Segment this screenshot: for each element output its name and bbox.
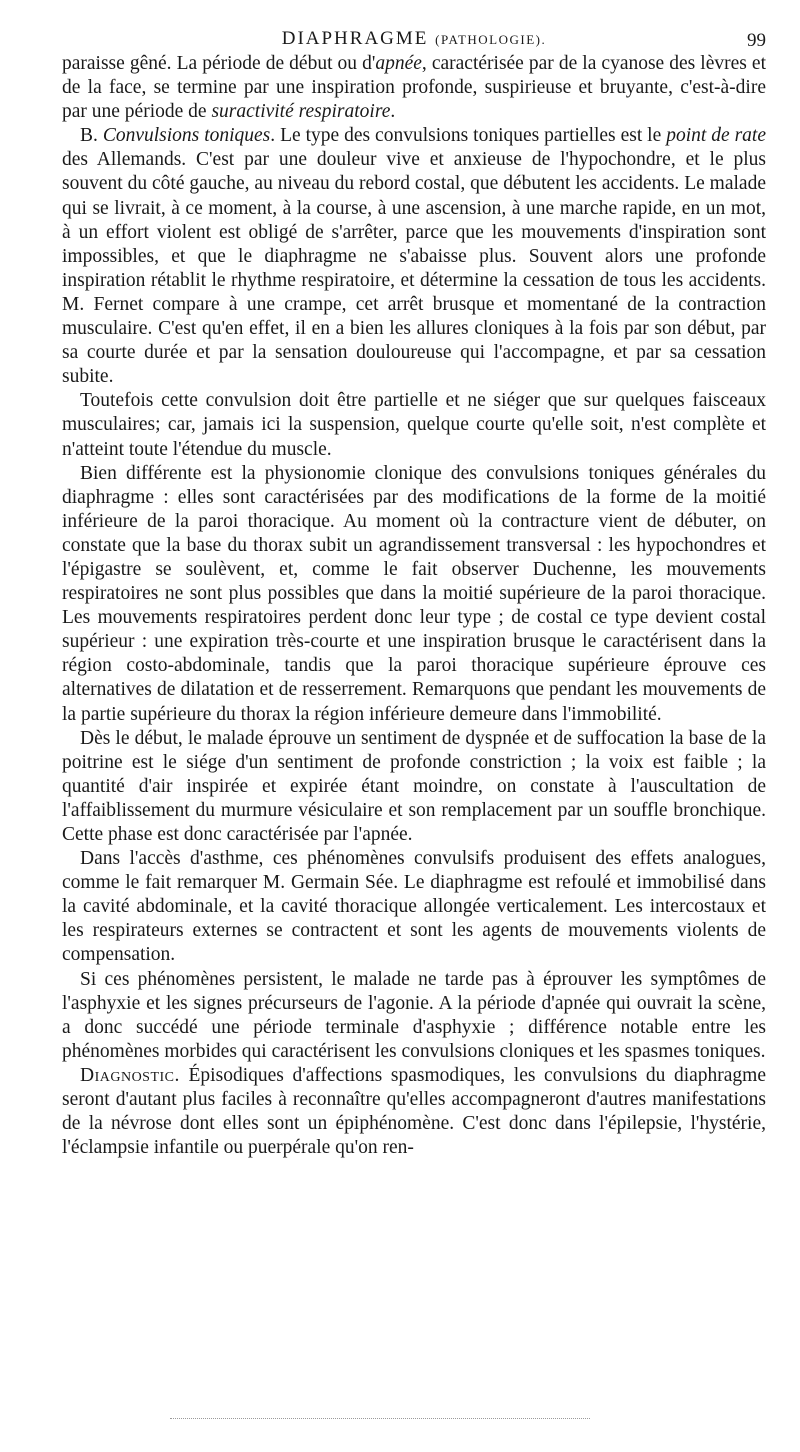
italic-text: suractivité respiratoire [211,101,391,123]
paragraph [62,389,766,461]
text-run: Épisodiques d'affections spasmodiques, les convulsions du diaphragme seront d'autant plus faciles à reconnaître qu'elles accompagneront d'autres manifestations de la névrose dont elles sont un épiphénomène. C'est donc dans l'épilepsie, l'hystérie, l'éclampsie infantile ou puerpérale qu'on ren- [62,1064,766,1159]
paragraph [62,968,766,1064]
document-page [62,22,766,1160]
paragraph [62,727,766,847]
section-heading: Diagnostic. [80,1064,180,1086]
italic-text: Convulsions toniques [102,125,271,147]
text-run: Toutefois cette convulsion doit être partielle et ne siéger que sur quelques faisceaux musculaires; car, jamais ici la suspension, quelque courte qu'elle soit, n'est complète et n'atteint toute l'étendue du muscle. [62,390,766,460]
text-run: . Le type des convulsions toniques partielles est le [270,125,667,147]
paragraph [62,124,766,389]
header-title: DIAPHRAGME [281,28,429,49]
header-subtitle: (PATHOLOGIE). [435,32,547,47]
text-run: Si ces phénomènes persistent, le malade ne tarde pas à éprouver les symptômes de l'asphyxie et les signes précurseurs de l'agonie. A la période d'apnée qui ouvrait la scène, a donc succédé une période terminale d'asphyxie ; différence notable entre les phénomènes morbides qui caractérisent les convulsions cloniques et les spasmes toniques. [62,968,766,1062]
text-run: B. [80,125,103,147]
text-run: paraisse gêné. La période de début ou d' [62,53,376,74]
italic-text: point de rate [666,125,766,147]
running-title [62,28,766,50]
text-run: Bien différente est la physionomie clonique des convulsions toniques générales du diaphragme : elles sont caractérisées par des modifications de la forme de la moitié inférieure de la paroi thoracique. Au moment où la contracture vient de débuter, on constate que la base du thorax subit un agrandissement transversal : les hypochondres et l'épigastre se soulèvent, et, comme le fait observer Duchenne, les mouvements respiratoires ne sont plus possibles que dans la moitié supérieure de la paroi thoracique. Les mouvements respiratoires perdent donc leur type ; de costal ce type devient costal supérieur : une expiration très-courte et une inspiration brusque le caractérisent dans la région costo-abdominale, tandis que la paroi thoracique supérieure éprouve ces alternatives de dilatation et de resserrement. Remarquons que pendant les mouvements de la partie supérieure du thorax la région inférieure demeure dans l'immobilité. [62,462,766,725]
paragraph [62,1064,766,1160]
page-number: 99 [747,30,766,51]
text-run: Dans l'accès d'asthme, ces phénomènes convulsifs produisent des effets analogues, comme le fait remarquer M. Germain Sée. Le diaphragme est refoulé et immobilisé dans la cavité abdominale, et la cavité thoracique allongée verticalement. Les intercostaux et les respirateurs externes se contractent et sont les agents de mouvements violents de compensation. [62,848,766,966]
running-header [62,22,766,52]
paragraph [62,52,766,124]
italic-text: apnée [375,53,422,74]
text-run: Dès le début, le malade éprouve un sentiment de dyspnée et de suffocation la base de la poitrine est le siége d'un sentiment de profonde constriction ; la voix est faible ; la quantité d'air inspirée et expirée étant moindre, on constate à l'auscultation de l'affaiblissement du murmure vésiculaire et son remplacement par un souffle bronchique. Cette phase est donc caractérisée par l'apnée. [62,727,766,845]
paragraph [62,847,766,967]
paragraph [62,462,766,727]
body-text [62,52,766,1160]
text-run: des Allemands. C'est par une douleur vive et anxieuse de l'hypochondre, et le plus souvent du côté gauche, au niveau du rebord costal, que débutent les accidents. Le malade qui se livrait, à ce moment, à la course, à une ascension, à une marche rapide, en un mot, à un effort violent est obligé de s'arrêter, parce que les mouvements d'inspiration sont impossibles, et que le diaphragme ne s'abaisse plus. Souvent alors une profonde inspiration rétablit le rhythme respiratoire, et détermine la cessation de tous les accidents. M. Fernet compare à une crampe, cet arrêt brusque et momentané de la contraction musculaire. C'est qu'en effet, il en a bien les allures cloniques à la fois par son début, par sa courte durée et par la sensation douloureuse qui l'accompagne, et par sa cessation subite. [62,149,766,388]
text-run: , caractérisée par de la cyanose des lèvres et de la face, se termine par une inspiration profonde, suspirieuse et bruyante, c'est-à-dire par une période de [62,53,766,123]
text-run: . [390,101,396,123]
footer-rule [170,1418,590,1419]
